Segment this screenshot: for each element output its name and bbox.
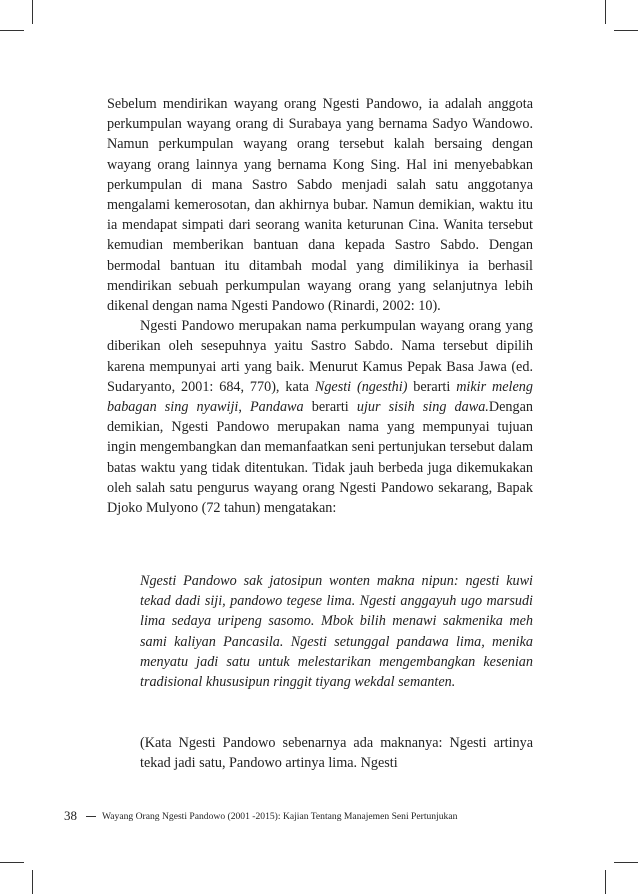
crop-mark — [605, 870, 606, 894]
crop-mark — [605, 0, 606, 24]
block-quote: Ngesti Pandowo sak jatosipun wonten makna nipun: ngesti kuwi tekad dadi siji, pandowo tegese lima. Ngesti anggayuh ugo marsudi lima sedaya uripeng sasomo. Mbok bilih menawi sakmenika meh sami kaliyan Pancasila. Ngesti setunggal pandawa lima, menika menyatu jadi satu untuk melestarikan mengembangkan kesenian tradisional khususipun ringgit tiyang wekdal semanten. — [140, 573, 533, 691]
page-number: 38 — [64, 808, 77, 823]
body-text — [107, 94, 533, 518]
meaning-ngesti: mikir meleng babagan sing nyawiji — [107, 378, 533, 416]
quote-translation: (Kata Ngesti Pandowo sebenarnya ada maknanya: Ngesti artinya tekad jadi satu, Pandowo artinya lima. Ngesti — [140, 735, 533, 772]
paragraph-2-text: berarti — [407, 378, 457, 395]
paragraph-2-text: , — [238, 399, 250, 416]
paragraph-2-text: Ngesti Pandowo merupakan nama perkumpulan wayang orang yang diberikan oleh sesepuhnya yaitu Sastro Sabdo. Nama tersebut dipilih karena mempunyai arti yang baik. Menurut Kamus Pepak Basa Jawa (ed. Sudaryanto, 2001: 684, 770), kata — [107, 318, 533, 395]
crop-mark — [0, 862, 24, 863]
term-pandawa: Pandawa — [250, 399, 304, 416]
crop-mark — [0, 30, 24, 31]
term-ngesti: Ngesti (ngesthi) — [314, 378, 408, 395]
crop-mark — [614, 30, 638, 31]
paragraph-1: Sebelum mendirikan wayang orang Ngesti Pandowo, ia adalah anggota perkumpulan wayang orang di Surabaya yang bernama Sadyo Wandowo. Namun perkumpulan wayang orang tersebut kalah bersaing dengan wayang orang lainnya yang bernama Kong Sing. Hal ini menyebabkan perkumpulan di mana Sastro Sabdo menjadi salah satu anggotanya mengalami kemerosotan, dan akhirnya bubar. Namun demikian, waktu itu ia mendapat simpati dari seorang wanita keturunan Cina. Wanita tersebut kemudian memberikan bantuan dana kepada Sastro Sabdo. Dengan bermodal bantuan itu ditambah modal yang dimilikinya ia berhasil mendirikan sebuah perkumpulan wayang orang yang selanjutnya lebih dikenal dengan nama Ngesti Pandowo (Rinardi, 2002: 10). — [107, 96, 533, 315]
paragraph-2-text: berarti — [303, 399, 357, 416]
page-footer — [64, 808, 457, 824]
crop-mark — [614, 862, 638, 863]
crop-mark — [32, 870, 33, 894]
footer-dash — [86, 816, 96, 817]
crop-mark — [32, 0, 33, 24]
paragraph-2 — [107, 316, 533, 518]
paragraph-2-text: Dengan demikian, Ngesti Pandowo merupakan nama yang mempunyai tujuan ingin mengembangkan dan memanfaatkan seni pertunjukan tersebut dalam batas waktu yang tidak ditentukan. Tidak jauh berbeda juga dikemukakan oleh salah satu pengurus wayang orang Ngesti Pandowo sekarang, Bapak Djoko Mulyono (72 tahun) mengatakan: — [107, 399, 533, 517]
running-title: Wayang Orang Ngesti Pandowo (2001 -2015): Kajian Tentang Manajemen Seni Pertunjukan — [102, 810, 458, 822]
meaning-pandawa: ujur sisih sing dawa. — [356, 399, 489, 416]
